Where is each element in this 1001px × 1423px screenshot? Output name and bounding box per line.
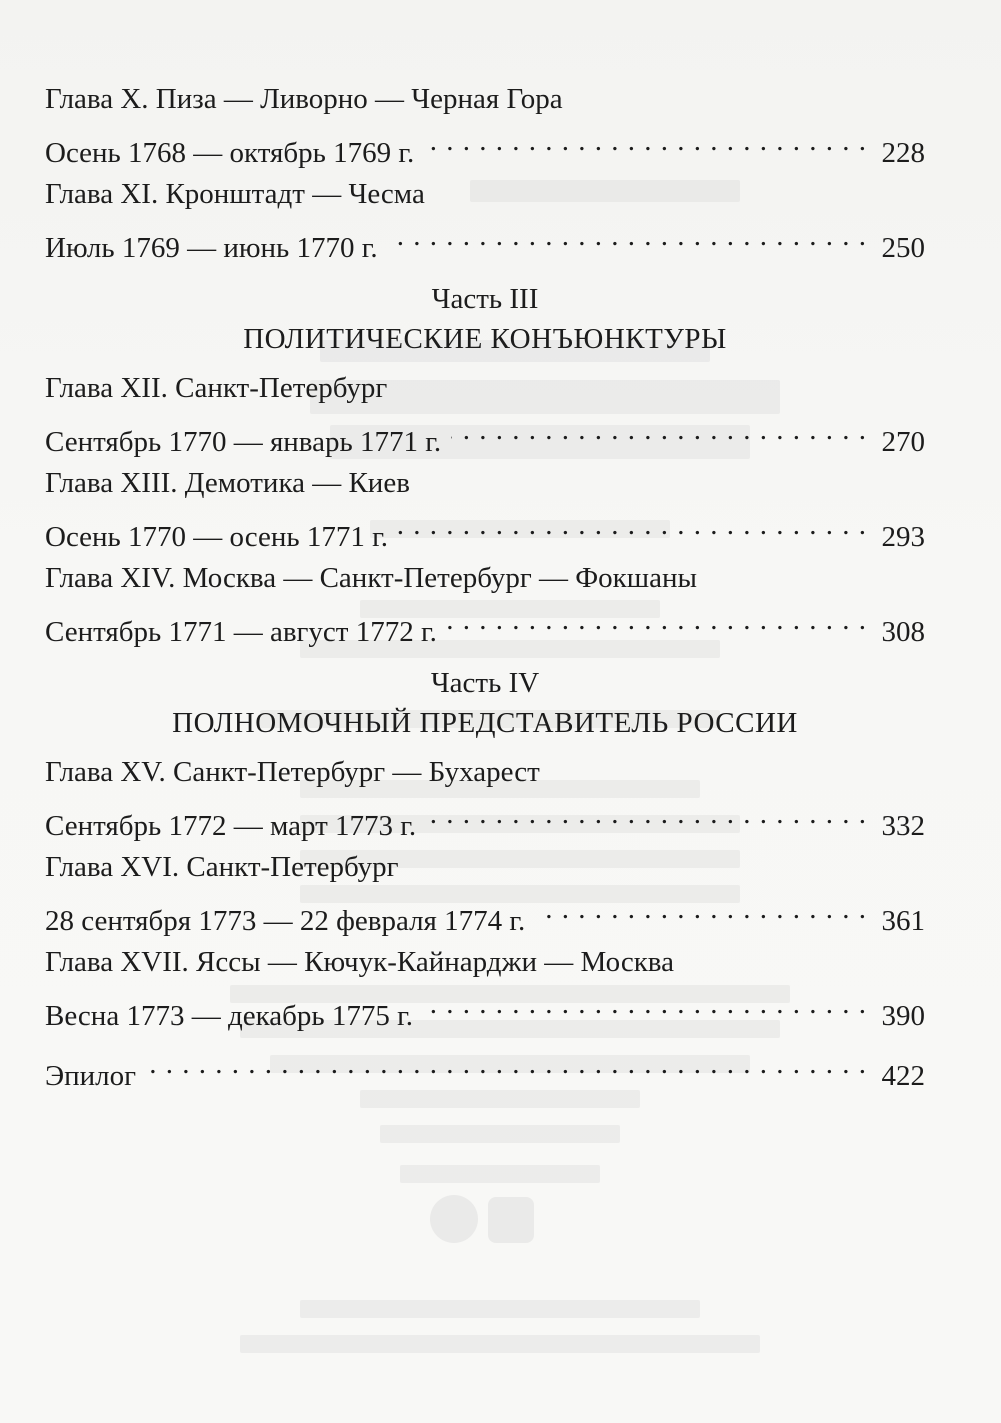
part-title: ПОЛНОМОЧНЫЙ ПРЕДСТАВИТЕЛЬ РОССИИ bbox=[172, 707, 798, 739]
chapter-dates: 28 сентября 1773 — 22 февраля 1774 г. bbox=[45, 905, 526, 937]
chapter-date-row bbox=[45, 793, 925, 842]
page-number: 308 bbox=[881, 616, 925, 648]
chapter-date-row bbox=[45, 599, 925, 648]
page-number: 422 bbox=[881, 1060, 925, 1092]
chapter-dates: Сентябрь 1772 — март 1773 г. bbox=[45, 810, 417, 842]
chapter-title: Глава X. Пиза — Ливорно — Черная Гора bbox=[45, 83, 563, 115]
chapter-dates: Июль 1769 — июнь 1770 г. bbox=[45, 232, 378, 264]
toc-entry-chapter-11 bbox=[45, 173, 925, 264]
table-of-contents bbox=[45, 78, 925, 1096]
toc-entry-chapter-14 bbox=[45, 557, 925, 648]
page-number: 250 bbox=[881, 232, 925, 264]
dot-leader bbox=[423, 983, 867, 1025]
chapter-title: Глава XVII. Яссы — Кючук-Кайнарджи — Москва bbox=[45, 946, 674, 978]
toc-entry-chapter-13 bbox=[45, 462, 925, 553]
dot-leader bbox=[426, 793, 867, 835]
epilogue-row bbox=[45, 1043, 925, 1092]
dot-leader bbox=[451, 409, 867, 451]
chapter-dates: Сентябрь 1771 — август 1772 г. bbox=[45, 616, 437, 648]
part-title: ПОЛИТИЧЕСКИЕ КОНЪЮНКТУРЫ bbox=[243, 323, 727, 355]
chapter-date-row bbox=[45, 120, 925, 169]
toc-entry-chapter-12 bbox=[45, 367, 925, 458]
chapter-title: Глава XVI. Санкт-Петербург bbox=[45, 851, 399, 883]
chapter-title: Глава XI. Кронштадт — Чесма bbox=[45, 178, 425, 210]
chapter-date-row bbox=[45, 409, 925, 458]
chapter-title: Глава XIII. Демотика — Киев bbox=[45, 467, 410, 499]
chapter-dates: Осень 1768 — октябрь 1769 г. bbox=[45, 137, 415, 169]
chapter-dates: Весна 1773 — декабрь 1775 г. bbox=[45, 1000, 413, 1032]
part-heading-3 bbox=[45, 279, 925, 359]
dot-leader bbox=[388, 215, 867, 257]
dot-leader bbox=[398, 504, 867, 546]
chapter-date-row bbox=[45, 215, 925, 264]
chapter-date-row bbox=[45, 983, 925, 1032]
chapter-dates: Сентябрь 1770 — январь 1771 г. bbox=[45, 426, 442, 458]
page-number: 293 bbox=[881, 521, 925, 553]
dot-leader bbox=[424, 120, 867, 162]
page-number: 361 bbox=[881, 905, 925, 937]
toc-entry-chapter-10 bbox=[45, 78, 925, 169]
chapter-date-row bbox=[45, 504, 925, 553]
chapter-date-row bbox=[45, 888, 925, 937]
toc-entry-chapter-15 bbox=[45, 751, 925, 842]
chapter-title: Глава XV. Санкт-Петербург — Бухарест bbox=[45, 756, 540, 788]
page-number: 332 bbox=[881, 810, 925, 842]
part-label: Часть IV bbox=[430, 667, 540, 699]
page-number: 270 bbox=[881, 426, 925, 458]
toc-entry-chapter-16 bbox=[45, 846, 925, 937]
toc-entry-epilogue bbox=[45, 1043, 925, 1092]
chapter-dates: Осень 1770 — осень 1771 г. bbox=[45, 521, 388, 553]
page-number: 390 bbox=[881, 1000, 925, 1032]
chapter-title: Глава XIV. Москва — Санкт-Петербург — Фокшаны bbox=[45, 562, 697, 594]
epilogue-label: Эпилог bbox=[45, 1060, 137, 1092]
page-number: 228 bbox=[881, 137, 925, 169]
dot-leader bbox=[447, 599, 867, 641]
toc-entry-chapter-17 bbox=[45, 941, 925, 1032]
part-heading-4 bbox=[45, 663, 925, 743]
dot-leader bbox=[146, 1043, 867, 1085]
chapter-title: Глава XII. Санкт-Петербург bbox=[45, 372, 388, 404]
dot-leader bbox=[535, 888, 867, 930]
part-label: Часть III bbox=[431, 283, 539, 315]
